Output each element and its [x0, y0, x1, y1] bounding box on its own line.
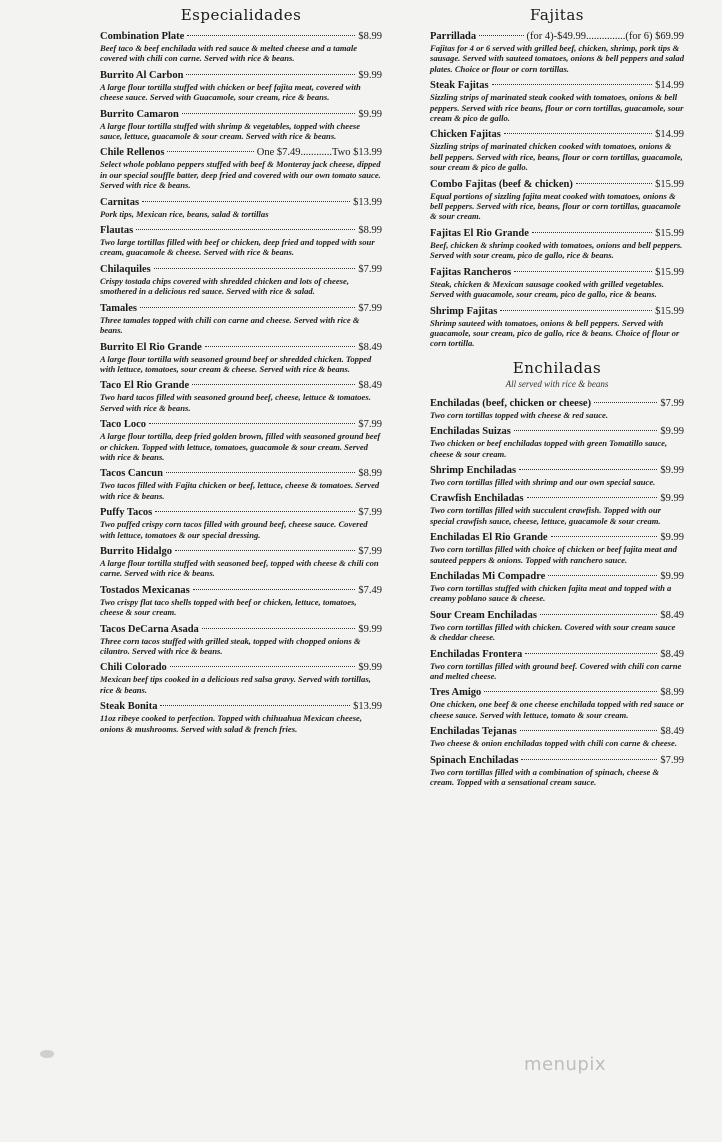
menu-item-row — [100, 661, 382, 674]
menu-item-row — [430, 570, 684, 583]
menu-item-name: Carnitas — [100, 196, 140, 208]
leader-dots — [186, 74, 355, 75]
leader-dots — [594, 402, 657, 403]
menu-item — [430, 305, 684, 349]
menu-item-description: Two crispy flat taco shells topped with beef or chicken, lettuce, tomatoes, cheese & sour cream. — [100, 596, 357, 618]
scan-smudge — [40, 1050, 54, 1058]
leader-dots — [576, 183, 652, 184]
menu-item-price: $14.99 — [655, 129, 684, 141]
leader-dots — [514, 430, 658, 431]
especialidades-title: Especialidades — [180, 6, 302, 24]
menu-item-row — [430, 227, 684, 240]
leader-dots — [192, 384, 355, 385]
menu-item-price: $9.99 — [358, 662, 382, 674]
menu-item-description: Select whole poblano peppers stuffed with beef & Monteray jack cheese, dipped in our special souffle batter, deep fried and covered with our own tomato sauce. Served with rice & beans. — [100, 159, 381, 191]
menu-item-row — [100, 146, 382, 159]
menu-item-price: $13.99 — [353, 196, 382, 208]
menu-item-price: $9.99 — [660, 532, 684, 544]
leader-dots — [160, 705, 350, 706]
menu-item-description: Three tamales topped with chili con carne and cheese. Served with rice & beans. — [100, 314, 360, 336]
menu-item — [430, 754, 684, 788]
menu-item-name: Flautas — [100, 225, 134, 237]
menu-item-name: Chile Rellenos — [100, 147, 165, 159]
leader-dots — [514, 271, 652, 272]
menu-item-description: Pork tips, Mexican rice, beans, salad & tortillas — [100, 208, 269, 219]
menu-item-name: Steak Bonita — [100, 701, 158, 713]
menu-item-description: A large flour tortilla, deep fried golden brown, filled with seasoned ground beef or chicken. Topped with lettuce, tomatoes, guacamole & sour cream. Served with rice & beans. — [100, 431, 381, 462]
menu-item-description: A large flour tortilla stuffed with seasoned beef, topped with cheese & chili con carne. Served with rice & beans. — [100, 557, 379, 579]
menu-item-description: Two corn tortillas filled with succulent crawfish. Topped with our special crawfish sauce, cheese, lettuce, guacamole & sour cream. — [430, 505, 661, 526]
leader-dots — [527, 497, 658, 498]
menu-item-row — [430, 266, 684, 279]
menu-item — [430, 531, 684, 565]
menu-item — [430, 609, 684, 643]
menu-item — [100, 69, 382, 103]
leader-dots — [136, 229, 355, 230]
menu-item-price: $8.99 — [660, 687, 684, 699]
menu-item-price: $9.99 — [660, 570, 684, 582]
menu-item — [100, 196, 382, 219]
menu-item-name: Enchiladas Suizas — [430, 426, 511, 438]
menu-item-price: $8.49 — [358, 380, 382, 392]
leader-dots — [551, 536, 658, 537]
menu-item-price: $15.99 — [655, 227, 684, 239]
menu-item-description: Two corn tortillas filled with choice of chicken or beef fajita meat and sauteed peppers & onions. Topped with ranchero sauce. — [430, 544, 677, 565]
especialidades-list — [100, 30, 382, 734]
menu-item-name: Tacos Cancun — [100, 468, 163, 480]
leader-dots — [484, 691, 657, 692]
menu-item-name: Tostados Mexicanas — [100, 584, 190, 596]
menu-item-description: Sizzling strips of marinated chicken cooked with tomatoes, onions & bell peppers. Served with rice, beans, flour or corn tortillas, guacamole, sour cream & pico de gallo. — [430, 141, 683, 173]
menu-item-row — [430, 609, 684, 622]
menu-item-name: Combo Fajitas (beef & chicken) — [430, 178, 573, 190]
menu-item-description: Beef, chicken & shrimp cooked with tomatoes, onions and bell peppers. Served with sour cream, pico de gallo, rice & beans. — [430, 239, 683, 261]
especialidades-column — [100, 0, 382, 739]
menu-item-name: Taco Loco — [100, 419, 146, 431]
menu-item — [430, 648, 684, 682]
menu-item-name: Chili Colorado — [100, 662, 167, 674]
menu-item-row — [430, 531, 684, 544]
menu-item-row — [100, 623, 382, 636]
menu-item-row — [430, 648, 684, 661]
leader-dots — [500, 310, 652, 311]
menu-item — [430, 128, 684, 172]
menu-item-description: Beef taco & beef enchilada with red sauce & melted cheese and a tamale covered with chili con carne. Served with rice & beans. — [100, 43, 358, 64]
right-column — [430, 0, 684, 792]
fajitas-title: Fajitas — [530, 6, 584, 24]
enchiladas-subtitle: All served with rice & beans — [505, 378, 609, 389]
menu-item-price: $9.99 — [660, 464, 684, 476]
leader-dots — [187, 35, 355, 36]
watermark-text: menupix — [524, 1054, 607, 1075]
menu-item-price: $9.99 — [660, 493, 684, 505]
menu-item-name: Burrito Camaron — [100, 108, 179, 120]
menu-item-name: Enchiladas Frontera — [430, 648, 523, 660]
menu-item-row — [430, 754, 684, 767]
menu-item-price: $9.99 — [358, 108, 382, 120]
menu-item-price: $7.99 — [358, 263, 382, 275]
menu-item-name: Enchiladas Tejanas — [430, 726, 517, 738]
leader-dots — [140, 307, 355, 308]
menu-item — [100, 545, 382, 579]
menu-item-row — [430, 492, 684, 505]
leader-dots — [532, 232, 652, 233]
menu-item-name: Burrito Hidalgo — [100, 545, 173, 557]
menu-item-name: Chilaquiles — [100, 263, 151, 275]
menu-item-description: Mexican beef tips cooked in a delicious red salsa gravy. Served with tortillas, rice & beans. — [100, 674, 371, 695]
menu-item — [430, 30, 684, 74]
menu-item-row — [430, 305, 684, 318]
menu-item-name: Combination Plate — [100, 31, 185, 42]
leader-dots — [521, 759, 657, 760]
leader-dots — [202, 628, 356, 629]
leader-dots — [519, 469, 657, 470]
menu-item-row — [100, 69, 382, 82]
menu-item-description: One chicken, one beef & one cheese enchilada topped with red sauce or cheese sauce. Served with lettuce, tomato & sour cream. — [430, 699, 684, 720]
menu-item-name: Parrillada — [430, 31, 477, 42]
leader-dots — [548, 575, 657, 576]
menu-item — [100, 584, 382, 618]
menu-item-name: Taco El Rio Grande — [100, 380, 190, 392]
menu-item-price: $7.99 — [660, 754, 684, 766]
menu-item-row — [100, 108, 382, 121]
menu-item-name: Shrimp Fajitas — [430, 305, 498, 317]
leader-dots — [149, 423, 355, 424]
fajitas-list — [430, 30, 684, 349]
menu-item-name: Burrito Al Carbon — [100, 69, 184, 81]
menu-item-name: Tamales — [100, 302, 137, 314]
menu-item-row — [100, 196, 382, 209]
menu-item-name: Shrimp Enchiladas — [430, 464, 517, 476]
leader-dots — [175, 550, 355, 551]
menu-item-description: Two chicken or beef enchiladas topped with green Tomatillo sauce, cheese & sour cream. — [430, 438, 668, 459]
leader-dots — [520, 730, 658, 731]
menu-item-row — [100, 30, 382, 43]
menu-item — [430, 686, 684, 720]
menu-item-row — [430, 178, 684, 191]
menu-item — [100, 263, 382, 297]
menu-item-row — [100, 700, 382, 713]
menu-item-name: Steak Fajitas — [430, 80, 489, 92]
menu-item-description: 11oz ribeye cooked to perfection. Topped with chihuahua Mexican cheese, onions & mushrooms. Served with salad & french fries. — [100, 713, 363, 734]
menu-item-description: Two corn tortillas topped with cheese & red sauce. — [430, 409, 608, 420]
menu-item-row — [430, 464, 684, 477]
menu-item-name: Enchiladas (beef, chicken or cheese) — [430, 397, 592, 409]
menu-item-price: $8.99 — [358, 225, 382, 237]
menu-item-name: Sour Cream Enchiladas — [430, 609, 537, 621]
menu-item-name: Spinach Enchiladas — [430, 754, 519, 766]
menu-item-description: Crispy tostada chips covered with shredded chicken and lots of cheese, smothered in a delicious red sauce. Served with rice & salad. — [100, 275, 349, 297]
menu-item — [430, 178, 684, 222]
menu-item-row — [100, 263, 382, 276]
menu-item-row — [100, 302, 382, 315]
menu-item — [100, 467, 382, 501]
menu-item-price: $7.99 — [358, 419, 382, 431]
leader-dots — [170, 666, 356, 667]
menu-item — [430, 492, 684, 526]
menu-item-price: $7.99 — [358, 507, 382, 519]
menu-item-description: Two corn tortillas filled with chicken. Covered with sour cream sauce & cheddar cheese. — [430, 621, 676, 643]
menu-item-description: A large flour tortilla with seasoned ground beef or shredded chicken. Topped with lettuce, tomatoes, sour cream & cheese. Served with rice & beans. — [100, 353, 372, 374]
menu-item-price: $15.99 — [655, 266, 684, 278]
menu-item-price: $8.49 — [660, 726, 684, 738]
menu-item — [430, 570, 684, 604]
menu-item-name: Tres Amigo — [430, 687, 482, 699]
menu-item — [100, 224, 382, 258]
menu-item-name: Tacos DeCarna Asada — [100, 623, 199, 635]
menu-item — [100, 506, 382, 540]
leader-dots — [193, 589, 356, 590]
menu-item-price: $8.99 — [358, 31, 382, 42]
menu-item-price: $9.99 — [660, 426, 684, 438]
leader-dots — [540, 614, 657, 615]
menu-item-price: $7.99 — [358, 545, 382, 557]
menu-item-row — [100, 341, 382, 354]
menu-item-description: Shrimp sauteed with tomatoes, onions & bell peppers. Served with guacamole, sour cream, pico de gallo, rice & beans. Choice of flour or corn tortilla. — [430, 317, 680, 349]
menu-item-price: $7.99 — [358, 302, 382, 314]
menu-item-row — [430, 425, 684, 438]
menu-item — [100, 379, 382, 413]
menu-item-row — [430, 725, 684, 738]
menu-item-row — [100, 506, 382, 519]
enchiladas-title: Enchiladas — [512, 358, 602, 377]
menu-item-description: Two corn tortillas stuffed with chicken fajita meat and topped with a creamy poblano sauce & cheese. — [430, 582, 672, 604]
menu-item-price: $9.99 — [358, 623, 382, 635]
leader-dots — [205, 346, 356, 347]
menu-item-price: $8.49 — [660, 648, 684, 660]
menu-item-description: Three corn tacos stuffed with grilled steak, topped with chopped onions & cilantro. Served with rice & beans. — [100, 635, 361, 656]
menu-item-price: $9.99 — [358, 69, 382, 81]
menu-item-description: Two corn tortillas filled with shrimp and our own special sauce. — [430, 476, 656, 487]
menu-item-row — [100, 224, 382, 237]
leader-dots — [492, 84, 653, 85]
menu-item-description: A large flour tortilla stuffed with chicken or beef fajita meat, covered with cheese sauce. Served with Guacamole, sour cream, rice & beans. — [100, 81, 361, 103]
menu-item — [100, 341, 382, 375]
menu-item-name: Puffy Tacos — [100, 507, 153, 519]
menu-item — [100, 418, 382, 462]
leader-dots — [504, 133, 652, 134]
menu-item — [430, 79, 684, 123]
menu-item-price: $15.99 — [655, 178, 684, 190]
menu-item — [430, 725, 684, 748]
leader-dots — [525, 653, 657, 654]
menu-item-row — [100, 584, 382, 597]
menu-item-description: Two hard tacos filled with seasoned ground beef, cheese, lettuce & tomatoes. Served with rice & beans. — [100, 392, 371, 413]
menu-item-price: $8.99 — [358, 468, 382, 480]
menu-item-row — [430, 686, 684, 699]
menu-item-name: Enchiladas Mi Compadre — [430, 570, 546, 582]
menu-item — [430, 397, 684, 420]
menu-item — [100, 700, 382, 734]
menu-item-row — [430, 30, 684, 43]
menu-item-price: $8.49 — [660, 609, 684, 621]
menu-item-row — [430, 79, 684, 92]
menu-item-price: One $7.49............Two $13.99 — [256, 147, 382, 159]
menu-item — [100, 30, 382, 64]
leader-dots — [182, 113, 356, 114]
menu-item-name: Chicken Fajitas — [430, 129, 501, 141]
menu-item-price: $8.49 — [358, 341, 382, 353]
menu-item-description: A large flour tortilla stuffed with shrimp & vegetables, topped with cheese sauce, lettuce, guacamole & sour cream. Served with rice & beans. — [100, 120, 361, 142]
menu-item-row — [100, 379, 382, 392]
menu-item-description: Two puffed crispy corn tacos filled with ground beef, cheese sauce. Covered with lettuce, tomatoes & our special dressing. — [100, 519, 368, 540]
menu-item — [100, 623, 382, 657]
menu-item — [430, 227, 684, 261]
menu-item-description: Two large tortillas filled with beef or chicken, deep fried and topped with sour cream, guacamole & cheese. Served with rice & beans. — [100, 237, 375, 258]
menu-item-price: $14.99 — [655, 80, 684, 92]
menu-item — [100, 302, 382, 336]
leader-dots — [154, 268, 356, 269]
menu-item — [430, 425, 684, 459]
menu-item-price: $13.99 — [353, 701, 382, 713]
menu-item-price: $7.49 — [358, 584, 382, 596]
menu-item — [430, 464, 684, 487]
menu-item — [430, 266, 684, 300]
menu-item-description: Two tacos filled with Fajita chicken or beef, lettuce, cheese & tomatoes. Served with rice & beans. — [100, 480, 380, 501]
menu-item-row — [430, 397, 684, 410]
menu-item-description: Two corn tortillas filled with ground beef. Covered with chili con carne and melted cheese. — [430, 660, 682, 681]
menu-item-price: $7.99 — [660, 397, 684, 409]
menu-item-description: Steak, chicken & Mexican sausage cooked with grilled vegetables. Served with guacamole, sour cream, pico de gallo, rice & beans. — [430, 278, 664, 300]
menu-item-name: Burrito El Rio Grande — [100, 341, 202, 353]
menu-item-name: Fajitas Rancheros — [430, 266, 512, 278]
menu-item-description: Two corn tortillas filled with a combination of spinach, cheese & cream. Topped with a sensational cream sauce. — [430, 766, 660, 788]
menu-item — [100, 108, 382, 142]
menu-item-row — [100, 545, 382, 558]
menu-item-price: (for 4)-$49.99...............(for 6) $69.99 — [526, 31, 684, 42]
menu-item-description: Equal portions of sizzling fajita meat cooked with tomatoes, onions & bell peppers. Served with rice, beans, flour or corn tortillas, guacamole & sour cream. — [430, 190, 681, 222]
menu-item-row — [100, 418, 382, 431]
enchiladas-list — [430, 397, 684, 788]
leader-dots — [142, 201, 350, 202]
menu-item-price: $15.99 — [655, 305, 684, 317]
leader-dots — [155, 511, 355, 512]
menu-item-name: Enchiladas El Rio Grande — [430, 532, 548, 544]
menu-item-description: Sizzling strips of marinated steak cooked with tomatoes, onions & bell peppers. Served with rice beans, flour or corn tortillas, guacamole, sour cream & pico de gallo. — [430, 92, 684, 124]
menu-item-row — [100, 467, 382, 480]
menu-item — [100, 661, 382, 695]
leader-dots — [167, 151, 253, 152]
leader-dots — [166, 472, 355, 473]
menu-item-name: Fajitas El Rio Grande — [430, 227, 529, 239]
menu-item — [100, 146, 382, 190]
menu-item-row — [430, 128, 684, 141]
menu-item-description: Fajitas for 4 or 6 served with grilled beef, chicken, shrimp, pork tips & sausage. Served with sauteed tomatoes, onions & bell peppers and salad plates. Choice or flour or corn tortillas. — [430, 43, 685, 74]
leader-dots — [479, 35, 523, 36]
menu-item-description: Two cheese & onion enchiladas topped with chili con carne & cheese. — [430, 738, 677, 749]
menu-item-name: Crawfish Enchiladas — [430, 493, 524, 505]
